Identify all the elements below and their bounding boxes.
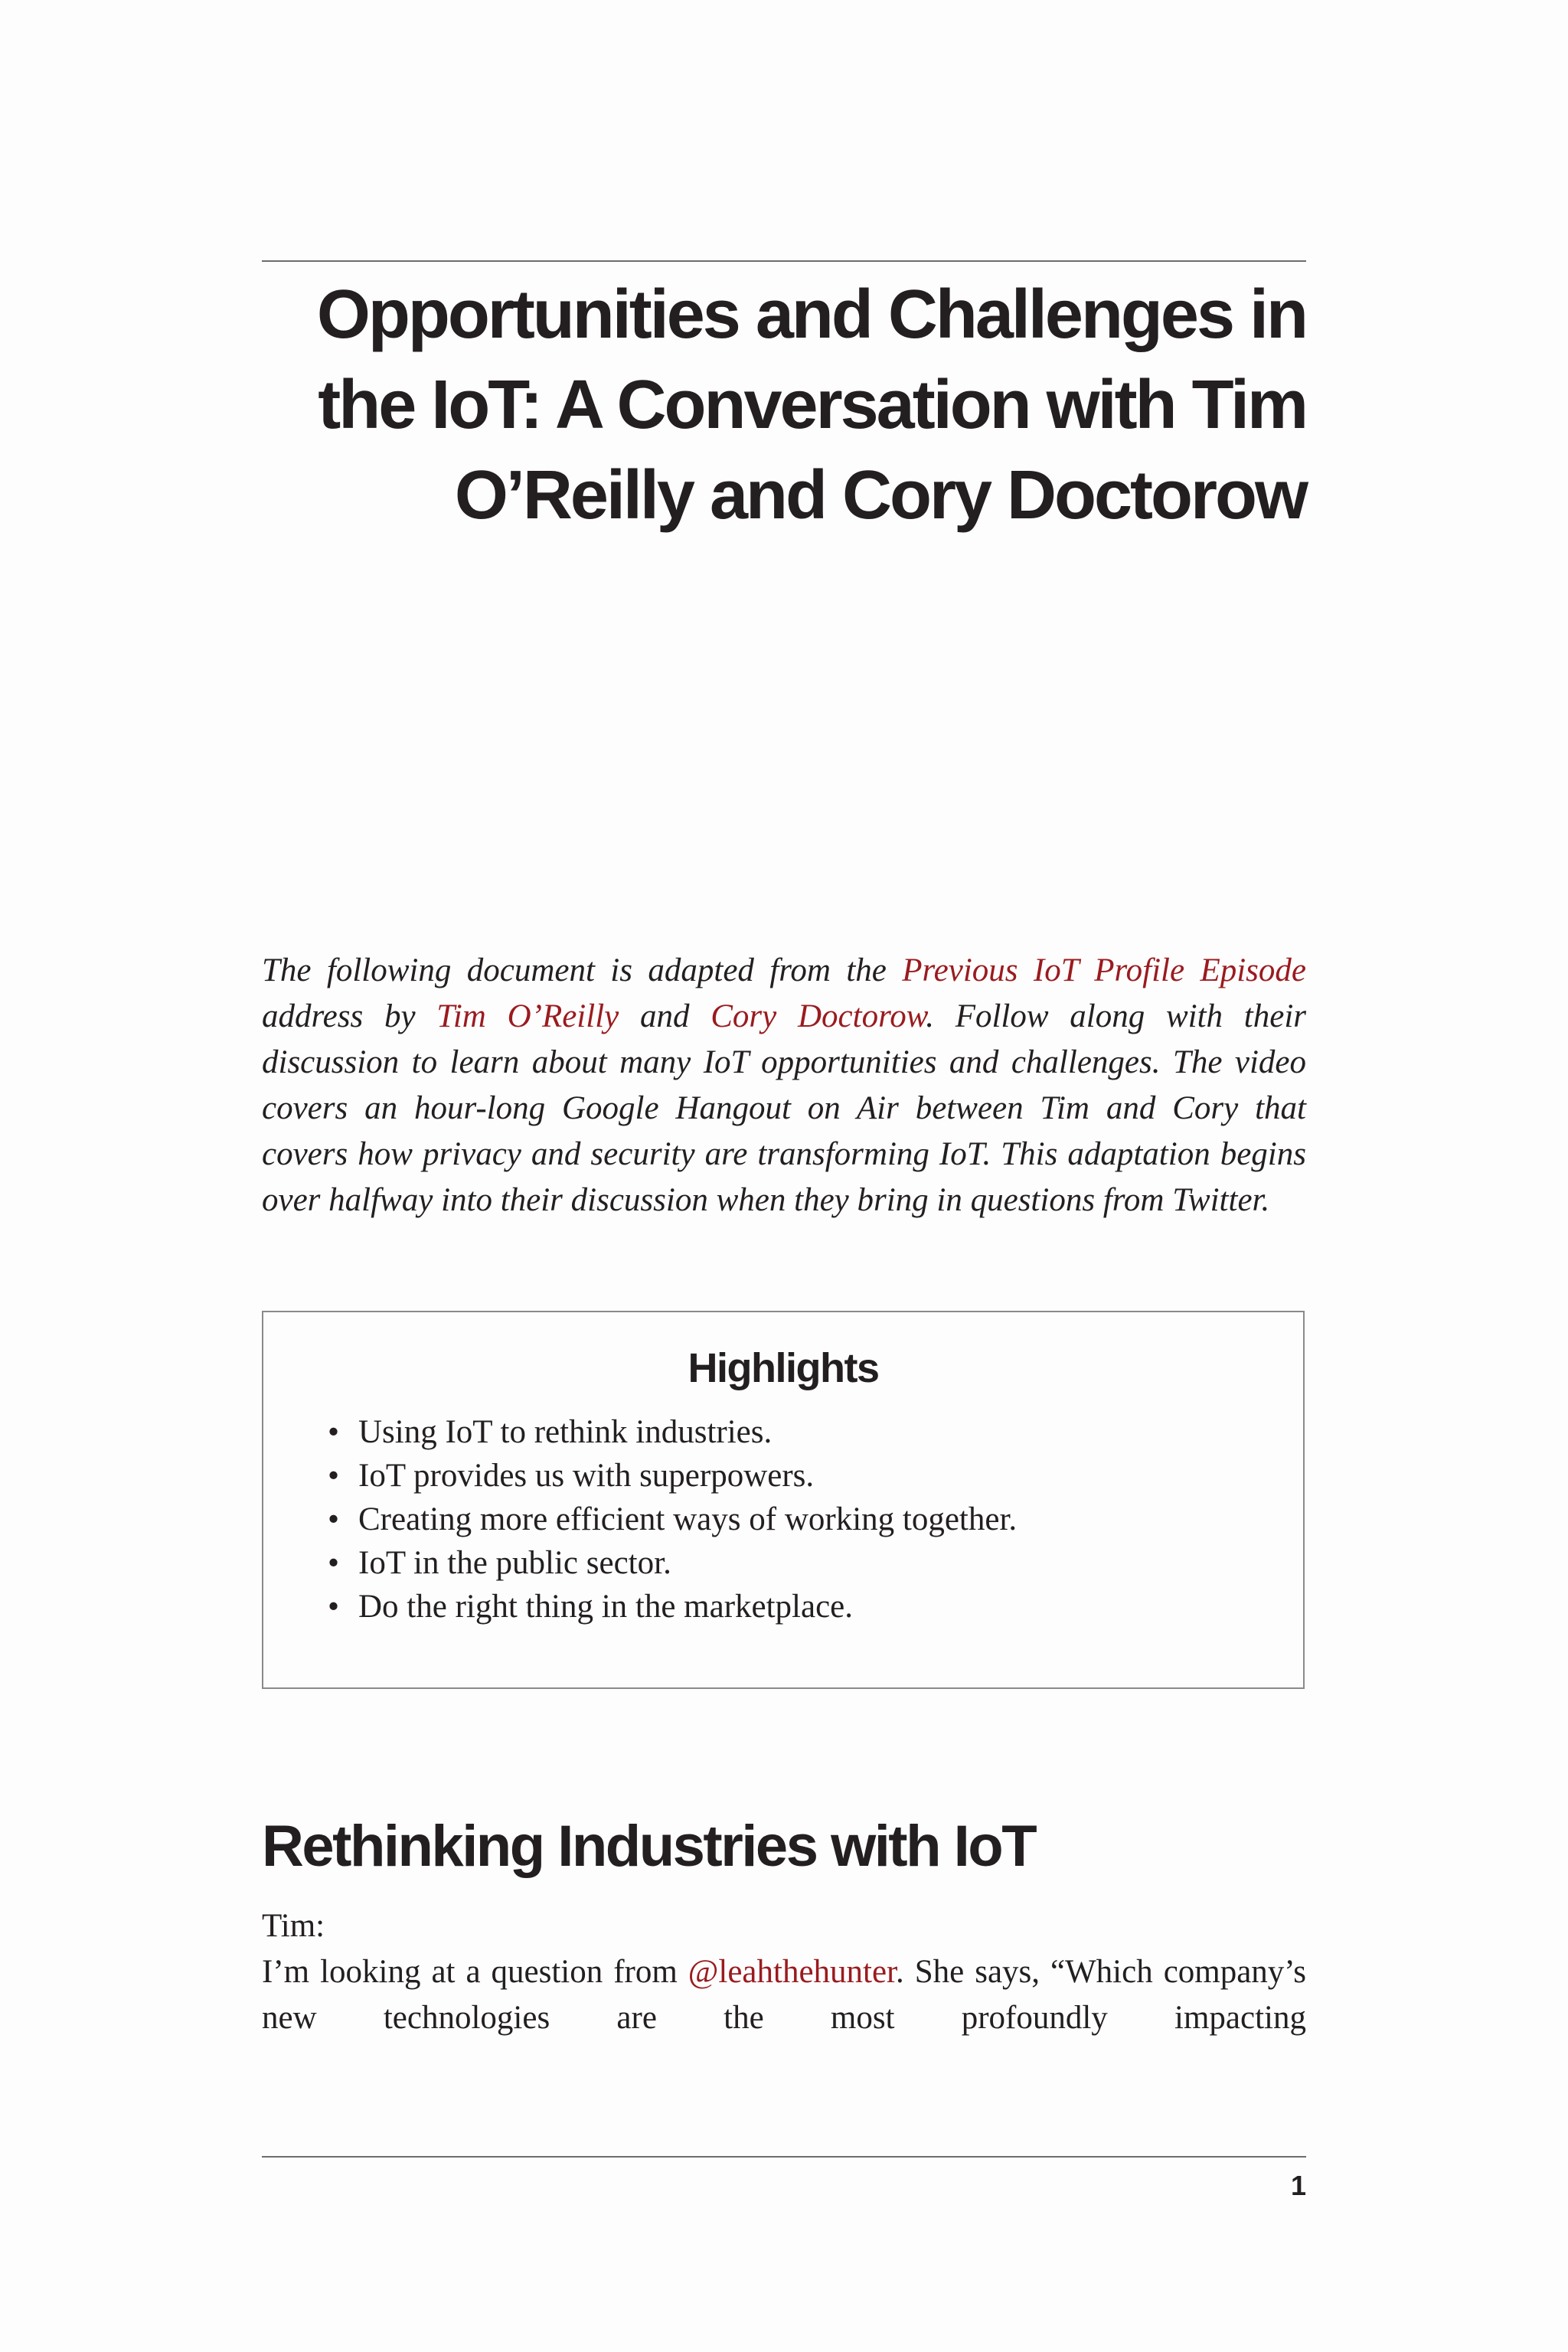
bullet-icon: • [328, 1589, 340, 1625]
bullet-icon: • [328, 1501, 340, 1537]
chapter-title-line-2: the IoT: A Conversation with Tim [318, 367, 1306, 443]
highlight-item [325, 1585, 1303, 1628]
footer-rule [262, 2156, 1306, 2158]
highlight-item-text: IoT provides us with superpowers. [358, 1458, 815, 1494]
bullet-icon: • [328, 1458, 340, 1494]
highlight-item [325, 1410, 1303, 1454]
body-paragraph [262, 1949, 1306, 2041]
section-heading: Rethinking Industries with IoT [262, 1814, 1036, 1879]
highlight-item-text: Creating more efficient ways of working together. [358, 1501, 1018, 1537]
highlights-sidebar [262, 1311, 1305, 1689]
bullet-icon: • [328, 1545, 340, 1581]
highlight-item-text: IoT in the public sector. [358, 1545, 671, 1581]
intro-text-3: and [619, 998, 711, 1034]
body-text-2: . She says, “Which company’s new technologies are the most profoundly impacting [262, 1954, 1306, 2036]
highlight-item [325, 1454, 1303, 1498]
bullet-icon: • [328, 1414, 340, 1450]
highlight-item-text: Using IoT to rethink industries. [358, 1414, 773, 1450]
chapter-title-line-3: O’Reilly and Cory Doctorow [454, 457, 1306, 534]
leahthehunter-link[interactable]: @leahthehunter [688, 1954, 897, 1990]
highlight-item [325, 1541, 1303, 1585]
intro-text-4: . Follow along with their discussion to learn about many IoT opportunities and challenges. The video covers an hour-long Google Hangout on Air between Tim and Cory that covers how privacy and security are transforming IoT. This adaptation begins over halfway into their discussion when they bring in questions from Twitter. [262, 998, 1307, 1218]
body-text-1: I’m looking at a question from [262, 1954, 688, 1990]
intro-text-1: The following document is adapted from the [262, 952, 903, 988]
speaker-label: Tim: [262, 1908, 325, 1944]
page-number: 1 [1290, 2170, 1306, 2201]
highlight-item-text: Do the right thing in the marketplace. [358, 1589, 854, 1625]
cory-doctorow-link[interactable]: Cory Doctorow [710, 998, 926, 1034]
tim-oreilly-link[interactable]: Tim O’Reilly [436, 998, 619, 1034]
previous-episode-link[interactable]: Previous IoT Profile Episode [902, 952, 1306, 988]
intro-text-2: address by [262, 998, 437, 1034]
top-rule [262, 260, 1306, 262]
highlights-title: Highlights [688, 1345, 879, 1391]
intro-paragraph [262, 948, 1306, 1223]
chapter-title-line-1: Opportunities and Challenges in [316, 276, 1306, 353]
chapter-title [262, 270, 1306, 541]
highlight-item [325, 1498, 1303, 1541]
highlights-list [263, 1410, 1303, 1628]
